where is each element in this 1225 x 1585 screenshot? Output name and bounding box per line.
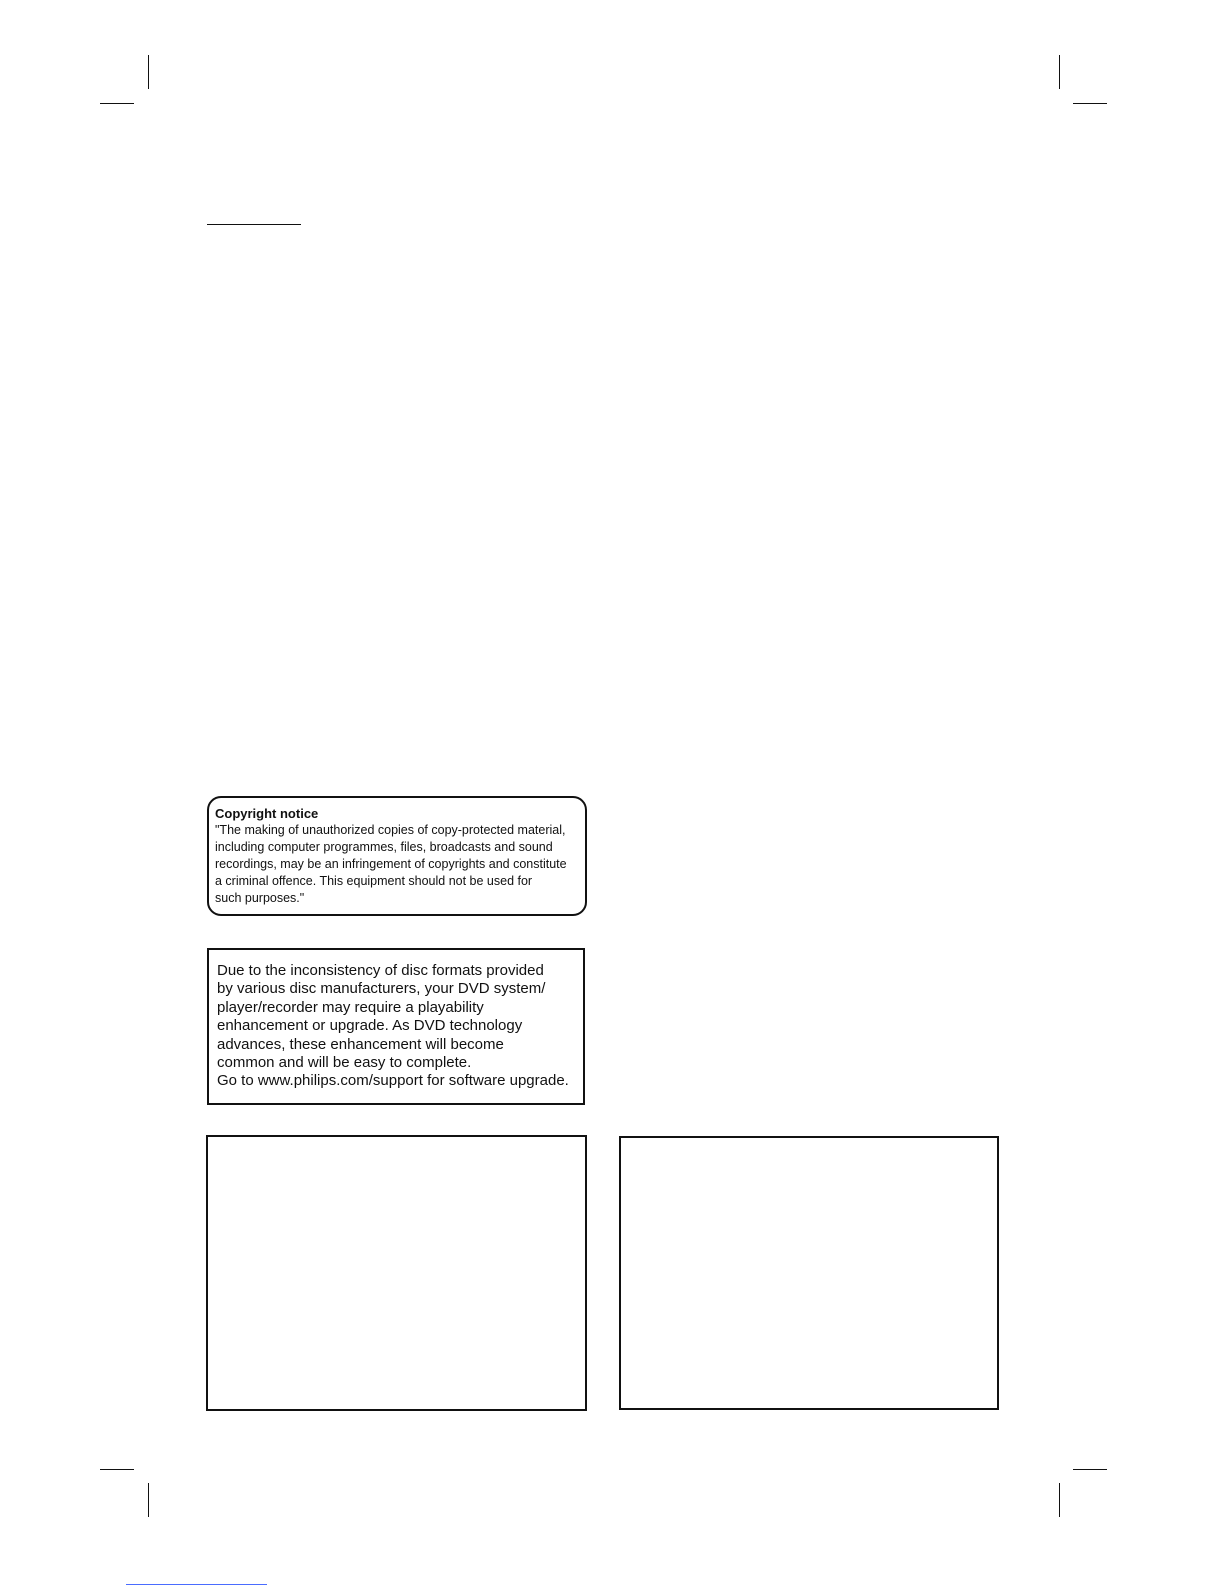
upgrade-notice-line: advances, these enhancement will become bbox=[217, 1035, 504, 1053]
copyright-notice-title: Copyright notice bbox=[215, 806, 319, 821]
header-rule bbox=[207, 224, 301, 225]
crop-mark-bottom-left-horizontal bbox=[100, 1469, 134, 1470]
crop-mark-bottom-right-horizontal bbox=[1073, 1469, 1107, 1470]
upgrade-notice-line: Go to www.philips.com/support for software upgrade. bbox=[217, 1072, 569, 1090]
copyright-notice-line: recordings, may be an infringement of copyrights and constitute bbox=[215, 857, 567, 871]
crop-mark-top-left-horizontal bbox=[100, 103, 134, 104]
upgrade-notice-line: common and will be easy to complete. bbox=[217, 1054, 472, 1072]
copyright-notice-box bbox=[207, 796, 587, 916]
crop-mark-top-right-horizontal bbox=[1073, 103, 1107, 104]
copyright-notice-line: such purposes." bbox=[215, 891, 305, 905]
crop-mark-bottom-left-vertical bbox=[148, 1483, 149, 1517]
upgrade-notice-box bbox=[207, 948, 585, 1105]
copyright-notice-line: a criminal offence. This equipment should not be used for bbox=[215, 874, 533, 888]
blank-box-right bbox=[619, 1136, 999, 1410]
copyright-notice-line: "The making of unauthorized copies of copy-protected material, bbox=[215, 823, 566, 837]
crop-mark-top-left-vertical bbox=[148, 55, 149, 89]
upgrade-notice-line: enhancement or upgrade. As DVD technology bbox=[217, 1017, 523, 1035]
copyright-notice-line: including computer programmes, files, broadcasts and sound bbox=[215, 840, 553, 854]
upgrade-notice-line: player/recorder may require a playability bbox=[217, 998, 484, 1016]
crop-mark-bottom-right-vertical bbox=[1059, 1483, 1060, 1517]
upgrade-notice-line: Due to the inconsistency of disc formats provided bbox=[217, 962, 544, 979]
upgrade-notice-line: by various disc manufacturers, your DVD system/ bbox=[217, 980, 546, 998]
crop-mark-top-right-vertical bbox=[1059, 55, 1060, 89]
blank-box-left bbox=[206, 1135, 587, 1411]
